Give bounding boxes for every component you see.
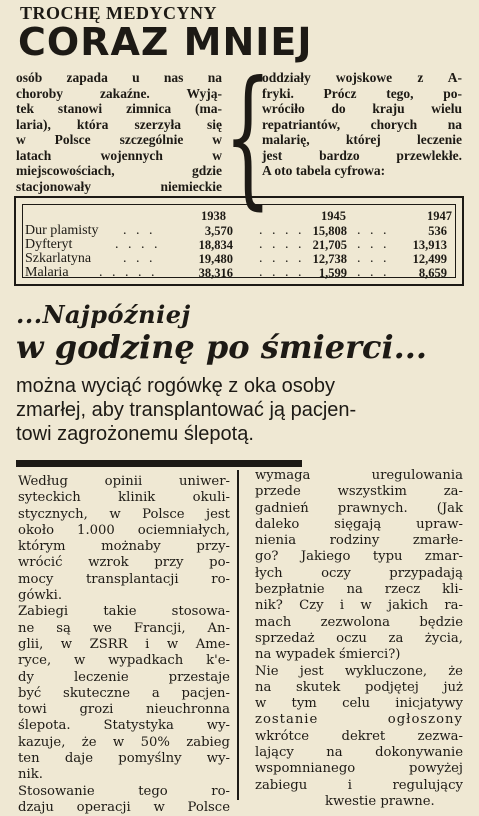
cell-value: 12,738 <box>312 252 347 266</box>
body-line: gadnień prawnych. (Jak <box>255 500 463 516</box>
body-line: towi grozi nieuchronna <box>18 702 230 718</box>
body-line: gówki. <box>18 588 63 604</box>
year-header: 1938 <box>201 209 226 223</box>
intro-line: oddziały wojskowe z A- <box>262 70 462 85</box>
intro-left-column <box>16 70 222 194</box>
body-line: ślepota. Statystyka wy- <box>18 718 230 734</box>
body-line: na skutek podjętej już <box>255 679 463 695</box>
body-line: Nie jest wykluczone, że <box>255 663 463 679</box>
body-line: go? Jakiego typu zmar- <box>255 549 463 565</box>
cell-value: 536 <box>428 224 447 238</box>
body-line: nik. <box>18 767 43 783</box>
cell-value: 1,599 <box>318 266 347 280</box>
cell-value: 38,316 <box>198 266 233 280</box>
intro-line: fryki. Prócz tego, po- <box>262 85 462 101</box>
intro-line: stacjonowały niemieckie <box>16 178 222 194</box>
second-headline-main: w godzinę po śmierci... <box>16 328 428 366</box>
body-line: mach zezwolona będzie <box>255 614 463 630</box>
body-line: nik? Czy i w jakich ra- <box>255 598 463 614</box>
cell-value: 12,499 <box>412 252 447 266</box>
year-header: 1947 <box>427 209 452 223</box>
body-line: przede wszystkim za- <box>255 484 463 500</box>
cell-value: 19,480 <box>198 252 233 266</box>
disease-name: Dyfteryt <box>25 237 73 252</box>
intro-line: latach wojennych w <box>16 147 222 163</box>
disease-name: Szkarlatyna <box>25 251 92 266</box>
body-line: ten daje pomyślny wy- <box>18 751 230 767</box>
table-header-row <box>23 209 455 223</box>
table-row: Malaria . . . . . 38,316 . . . . 1,599 . . . 8,659 <box>25 265 447 280</box>
body-line: około 1.000 ociemniałych, <box>18 522 230 538</box>
cell-value: 18,834 <box>198 238 233 252</box>
intro-line: miejscowościach, gdzie <box>16 163 222 178</box>
intro-line: w Polsce szczególnie w <box>16 132 222 147</box>
body-line: bezpłatnie na rzecz kli- <box>255 582 463 598</box>
intro-line: wróciło do kraju wielu <box>262 101 462 116</box>
year-header: 1945 <box>321 209 346 223</box>
body-line: być skuteczne a pacjen- <box>18 685 230 701</box>
second-headline-top: ...Najpóźniej <box>16 300 191 329</box>
body-line: kazuje, że w 50% zabieg <box>18 734 230 750</box>
body-line: ne są we Francji, An- <box>18 620 230 636</box>
intro-line: tek stanowi zimnica (ma- <box>16 101 222 116</box>
disease-name: Dur plamisty <box>25 223 99 238</box>
body-line: wspomnianego powyżej <box>255 761 463 777</box>
body-line: Według opinii uniwer- <box>18 474 230 489</box>
body-line: stycznych, w Polsce jest <box>18 506 230 522</box>
body-line: w tym celu inicjatywy <box>255 696 463 712</box>
body-line: sprzedaż oczu za życia, <box>255 630 463 646</box>
intro-line: laria), która szerzyła się <box>16 116 222 132</box>
lead-line: towi zagrożonemu ślepotą. <box>16 423 254 445</box>
decorative-brace: { <box>224 50 272 224</box>
lead-line: można wyciąć rogówkę z oka osoby <box>16 375 336 397</box>
intro-right-column <box>262 70 462 179</box>
cell-value: 15,808 <box>312 224 347 238</box>
body-line: daleko sięgają upraw- <box>255 516 463 532</box>
body-line: mocy transplantacji ro- <box>18 571 230 587</box>
body-line: łych oczy przypadają <box>255 565 463 581</box>
cell-value: 13,913 <box>412 238 447 252</box>
section-rule <box>16 460 302 467</box>
intro-line: A oto tabela cyfrowa: <box>262 163 386 178</box>
body-line: syteckich klinik okuli- <box>18 490 230 506</box>
body-right-column <box>255 468 463 810</box>
body-line: wrócić wzrok przy po- <box>18 555 230 571</box>
cell-value: 21,705 <box>312 238 347 252</box>
body-line: lający na dokonywanie <box>255 745 463 761</box>
body-line: kwestie prawne. <box>325 793 435 809</box>
body-line: nienia rodziny zmarłe- <box>255 533 463 549</box>
table-row: Szkarlatyna . . . 19,480 . . . . 12,738 . . . 12,499 <box>25 251 447 266</box>
body-line: wkrótce dekret zezwa- <box>255 728 463 744</box>
intro-line: malarię, której leczenie <box>262 132 462 147</box>
intro-line: choroby zakaźne. Wyją- <box>16 85 222 101</box>
article-headline: CORAZ MNIEJ <box>18 20 313 64</box>
body-left-column <box>18 474 230 816</box>
body-line: glii, w ZSRR i w Ame- <box>18 636 230 652</box>
body-line: którym możnaby przy- <box>18 539 230 555</box>
table-row: Dyfteryt . . . . 18,834 . . . . 21,705 . . . 13,913 <box>25 237 447 252</box>
cell-value: 3,570 <box>204 224 233 238</box>
body-line: zostanie ogłoszony <box>255 712 463 728</box>
intro-line: repatriantów, chorych na <box>262 116 462 132</box>
column-divider <box>237 470 239 800</box>
disease-stats-table <box>14 196 464 286</box>
disease-name: Malaria <box>25 265 69 280</box>
intro-line: osób zapada u nas na <box>16 70 222 85</box>
body-line: dy leczenie przestaje <box>18 669 230 685</box>
body-line: Zabiegi takie stosowa- <box>18 604 230 620</box>
body-line: zabiegu i regulujący <box>255 777 463 793</box>
intro-line: jest bardzo przewlekłe. <box>262 147 462 163</box>
body-line: wymaga uregulowania <box>255 468 463 483</box>
lead-line: zmarłej, aby transplantować ją pacjen- <box>16 399 357 421</box>
body-line: ryce, w wypadkach k'e- <box>18 653 230 669</box>
lead-paragraph <box>16 374 464 446</box>
body-line: dzaju operacji w Polsce <box>18 799 230 815</box>
cell-value: 8,659 <box>418 266 447 280</box>
body-line: na wypadek śmierci?) <box>255 647 401 663</box>
table-row: Dur plamisty . . . 3,570 . . . . 15,808 . . . 536 <box>25 223 447 238</box>
body-line: Stosowanie tego ro- <box>18 783 230 799</box>
section-kicker: TROCHĘ MEDYCYNY <box>20 3 218 23</box>
